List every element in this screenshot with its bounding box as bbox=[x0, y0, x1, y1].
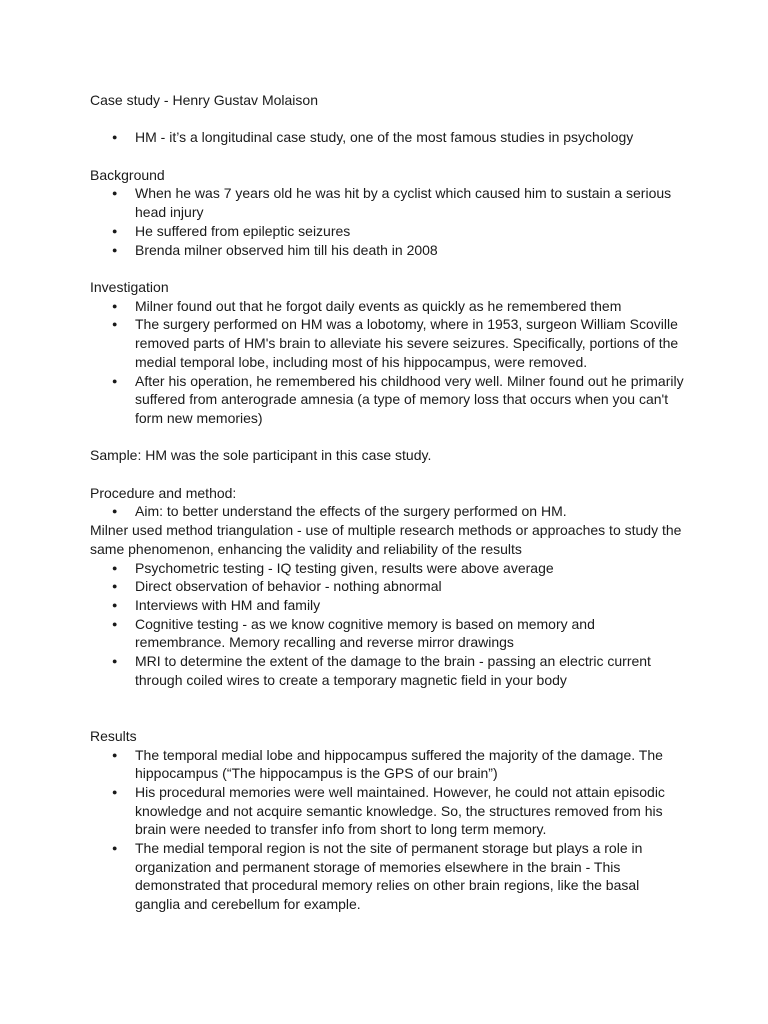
section-heading-procedure: Procedure and method: bbox=[90, 484, 237, 501]
investigation-list bbox=[90, 297, 685, 428]
list-item: ● The medial temporal region is not the site of permanent storage but plays a role in organization and permanent storage of memories elsewhere in the brain - This demonstrated that procedural memory relies on other brain regions, like the basal ganglia and cerebellum for example. bbox=[90, 839, 685, 914]
section-heading-results: Results bbox=[90, 727, 137, 744]
spacer bbox=[90, 428, 685, 447]
aim-list bbox=[90, 502, 685, 521]
document-title: Case study - Henry Gustav Molaison bbox=[90, 92, 318, 108]
list-item: ● Aim: to better understand the effects of the surgery performed on HM. bbox=[90, 502, 685, 521]
list-item: ● Brenda milner observed him till his death in 2008 bbox=[90, 241, 685, 260]
sample-paragraph: Sample: HM was the sole participant in this case study. bbox=[90, 447, 432, 464]
list-item: ● After his operation, he remembered his childhood very well. Milner found out he primarily suffered from anterograde amnesia (a type of memory loss that occurs when you can't form new memories) bbox=[90, 372, 685, 428]
list-item: ● His procedural memories were well maintained. However, he could not attain episodic knowledge and not acquire semantic knowledge. So, the structures removed from his brain were needed to transfer info from short to long term memory. bbox=[90, 783, 685, 839]
list-item: ● The temporal medial lobe and hippocampus suffered the majority of the damage. The hippocampus (“The hippocampus is the GPS of our brain”) bbox=[90, 746, 685, 783]
list-item: ● When he was 7 years old he was hit by a cyclist which caused him to sustain a serious head injury bbox=[90, 184, 685, 221]
list-item: ● Cognitive testing - as we know cognitive memory is based on memory and remembrance. Memory recalling and reverse mirror drawings bbox=[90, 615, 685, 652]
spacer bbox=[90, 465, 685, 484]
spacer bbox=[90, 147, 685, 166]
list-item: ● MRI to determine the extent of the damage to the brain - passing an electric current through coiled wires to create a temporary magnetic field in your body bbox=[90, 652, 685, 689]
list-item: ● Psychometric testing - IQ testing given, results were above average bbox=[90, 559, 685, 578]
background-list bbox=[90, 184, 685, 259]
list-item: ● The surgery performed on HM was a lobotomy, where in 1953, surgeon William Scoville removed parts of HM's brain to alleviate his severe seizures. Specifically, portions of the medial temporal lobe, including most of his hippocampus, were removed. bbox=[90, 315, 685, 371]
list-item: ● HM - it’s a longitudinal case study, one of the most famous studies in psychology bbox=[90, 128, 685, 147]
spacer bbox=[90, 110, 685, 129]
list-item: ● Direct observation of behavior - nothing abnormal bbox=[90, 577, 685, 596]
method-list bbox=[90, 559, 685, 690]
spacer bbox=[90, 259, 685, 278]
intro-list bbox=[90, 128, 685, 147]
list-item: ● He suffered from epileptic seizures bbox=[90, 222, 685, 241]
section-heading-investigation: Investigation bbox=[90, 278, 169, 295]
spacer bbox=[90, 689, 685, 726]
section-heading-background: Background bbox=[90, 166, 165, 183]
list-item: ● Milner found out that he forgot daily events as quickly as he remembered them bbox=[90, 297, 685, 316]
list-item: ● Interviews with HM and family bbox=[90, 596, 685, 615]
results-list bbox=[90, 746, 685, 914]
triangulation-paragraph: Milner used method triangulation - use of multiple research methods or approaches to study the same phenomenon, enhancing the validity and reliability of the results bbox=[90, 522, 682, 557]
document-page bbox=[90, 91, 685, 914]
